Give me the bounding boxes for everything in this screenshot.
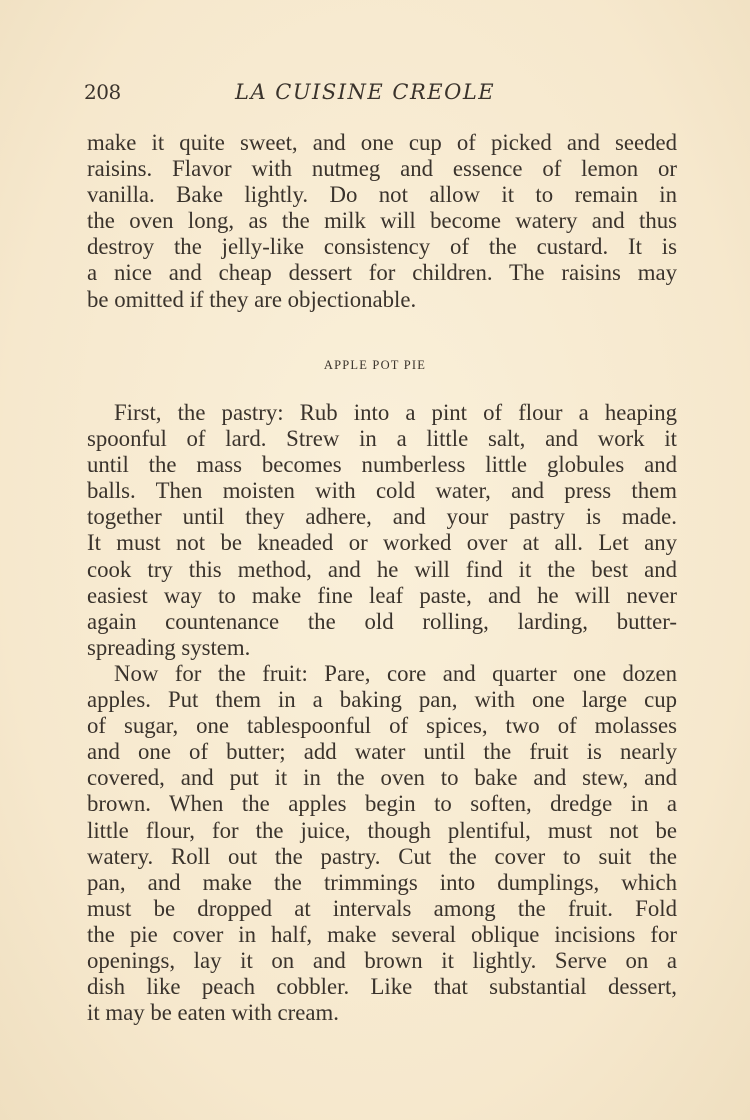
text-line: balls. Then moisten with cold water, and press them — [87, 478, 677, 504]
paragraph-fruit — [87, 661, 677, 1026]
text-line: vanilla. Bake lightly. Do not allow it to remain in — [87, 182, 677, 208]
text-line: raisins. Flavor with nutmeg and essence of lemon or — [87, 156, 677, 182]
text-line: brown. When the apples begin to soften, dredge in a — [87, 791, 677, 817]
text-line: make it quite sweet, and one cup of picked and seeded — [87, 130, 677, 155]
text-line: dish like peach cobbler. Like that substantial dessert, — [87, 974, 677, 1000]
text-line: spreading system. — [87, 634, 251, 660]
text-line: little flour, for the juice, though plentiful, must not be — [87, 817, 677, 843]
text-line: It must not be kneaded or worked over at all. Let any — [87, 530, 677, 556]
text-line: be omitted if they are objectionable. — [87, 286, 417, 312]
text-line: destroy the jelly-like consistency of the custard. It is — [87, 234, 677, 260]
text-line: covered, and put it in the oven to bake and stew, and — [87, 765, 677, 791]
text-line: and one of butter; add water until the fruit is nearly — [87, 739, 677, 765]
page-number: 208 — [84, 80, 121, 104]
paragraph-pastry — [87, 400, 677, 661]
text-line: it may be eaten with cream. — [87, 1000, 339, 1026]
text-line: the oven long, as the milk will become watery and thus — [87, 208, 677, 234]
text-line: watery. Roll out the pastry. Cut the cover to suit the — [87, 843, 677, 869]
page-header — [84, 80, 684, 110]
text-line: Now for the fruit: Pare, core and quarter one dozen — [114, 660, 677, 686]
text-line: again countenance the old rolling, larding, butter- — [87, 608, 677, 634]
paragraph-custard-continuation — [87, 130, 677, 313]
text-line: of sugar, one tablespoonful of spices, two of molasses — [87, 713, 677, 739]
text-line: the pie cover in half, make several oblique incisions for — [87, 921, 677, 947]
text-line: First, the pastry: Rub into a pint of flour a heaping — [114, 400, 677, 425]
text-line: openings, lay it on and brown it lightly. Serve on a — [87, 947, 677, 973]
text-line: cook try this method, and he will find it the best and — [87, 556, 677, 582]
text-line: spoonful of lard. Strew in a little salt, and work it — [87, 426, 677, 452]
recipe-body — [87, 400, 677, 1026]
text-line: easiest way to make fine leaf paste, and he will never — [87, 582, 677, 608]
text-line: until the mass becomes numberless little globules and — [87, 452, 677, 478]
section-heading: APPLE POT PIE — [323, 358, 427, 372]
text-line: together until they adhere, and your pastry is made. — [87, 504, 677, 530]
text-line: a nice and cheap dessert for children. The raisins may — [87, 260, 677, 286]
text-line: apples. Put them in a baking pan, with one large cup — [87, 687, 677, 713]
text-line: must be dropped at intervals among the fruit. Fold — [87, 895, 677, 921]
running-title: LA CUISINE CREOLE — [235, 80, 496, 104]
text-line: pan, and make the trimmings into dumplings, which — [87, 869, 677, 895]
